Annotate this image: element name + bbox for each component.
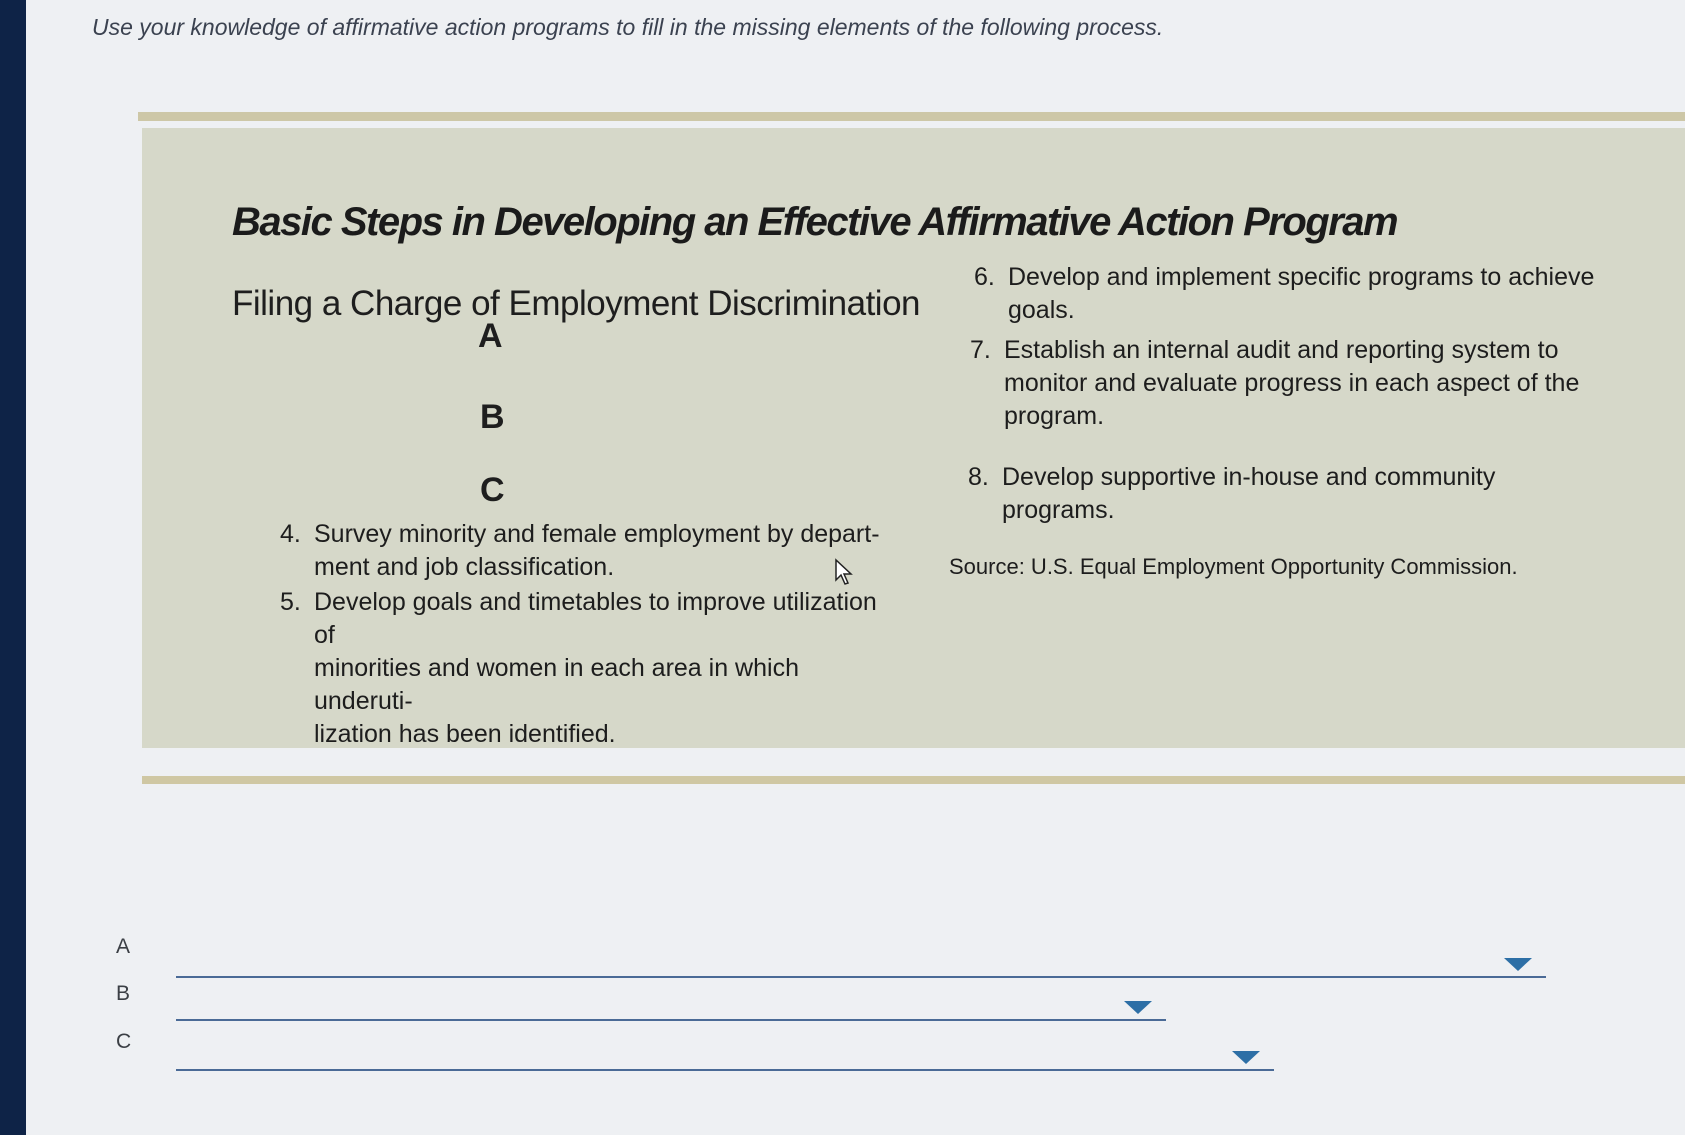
answer-a-dropdown[interactable] bbox=[176, 948, 1546, 978]
dropdown-arrow-icon[interactable] bbox=[1504, 958, 1532, 971]
answer-label-c: C bbox=[116, 1030, 132, 1053]
blank-label-a: A bbox=[478, 317, 503, 355]
step-text-line: Establish an internal audit and reporting system to bbox=[1004, 336, 1559, 364]
step-7 bbox=[970, 334, 1610, 434]
step-text-line: monitor and evaluate progress in each aspect of the bbox=[1004, 369, 1580, 397]
figure-subtitle: Filing a Charge of Employment Discrimination bbox=[232, 284, 920, 323]
step-text-line: Survey minority and female employment by depart- bbox=[314, 520, 880, 548]
blank-label-c: C bbox=[480, 471, 505, 509]
step-text-line: Develop and implement specific programs to achieve bbox=[1008, 263, 1595, 291]
question-page bbox=[26, 0, 1685, 1135]
window-left-edge bbox=[0, 0, 26, 1135]
mouse-pointer-icon bbox=[834, 558, 856, 586]
step-8 bbox=[968, 461, 1608, 531]
step-text-line: goals. bbox=[1008, 296, 1075, 324]
step-text-line: lization has been identified. bbox=[314, 720, 616, 748]
step-number: 6. bbox=[974, 263, 995, 291]
figure-bottom-rule bbox=[142, 776, 1685, 784]
figure-source: Source: U.S. Equal Employment Opportunity Commission. bbox=[949, 554, 1518, 579]
step-text-line: minorities and women in each area in which underuti- bbox=[314, 654, 799, 715]
answer-label-a: A bbox=[116, 935, 131, 958]
dropdown-arrow-icon[interactable] bbox=[1124, 1001, 1152, 1014]
dropdown-arrow-icon[interactable] bbox=[1232, 1051, 1260, 1064]
step-text-line: Develop supportive in-house and community bbox=[1002, 463, 1496, 491]
step-6 bbox=[974, 261, 1614, 331]
step-text-line: Develop goals and timetables to improve utilization of bbox=[314, 588, 877, 649]
figure-top-rule bbox=[138, 112, 1685, 121]
step-5 bbox=[280, 586, 900, 748]
step-text-line: program. bbox=[1004, 402, 1105, 430]
step-text-line: programs. bbox=[1002, 496, 1115, 524]
step-number: 4. bbox=[280, 520, 301, 548]
question-prompt: Use your knowledge of affirmative action programs to fill in the missing elements of the following process. bbox=[92, 14, 1164, 40]
step-4 bbox=[280, 518, 880, 586]
figure-panel bbox=[142, 128, 1685, 748]
answer-b-dropdown[interactable] bbox=[176, 991, 1166, 1021]
step-number: 8. bbox=[968, 463, 989, 491]
answer-label-b: B bbox=[116, 982, 131, 1005]
answer-c-dropdown[interactable] bbox=[176, 1041, 1274, 1071]
step-number: 5. bbox=[280, 588, 301, 616]
step-text-line: ment and job classification. bbox=[314, 553, 615, 581]
step-number: 7. bbox=[970, 336, 991, 364]
blank-label-b: B bbox=[480, 398, 505, 436]
figure-title: Basic Steps in Developing an Effective Affirmative Action Program bbox=[232, 200, 1398, 244]
